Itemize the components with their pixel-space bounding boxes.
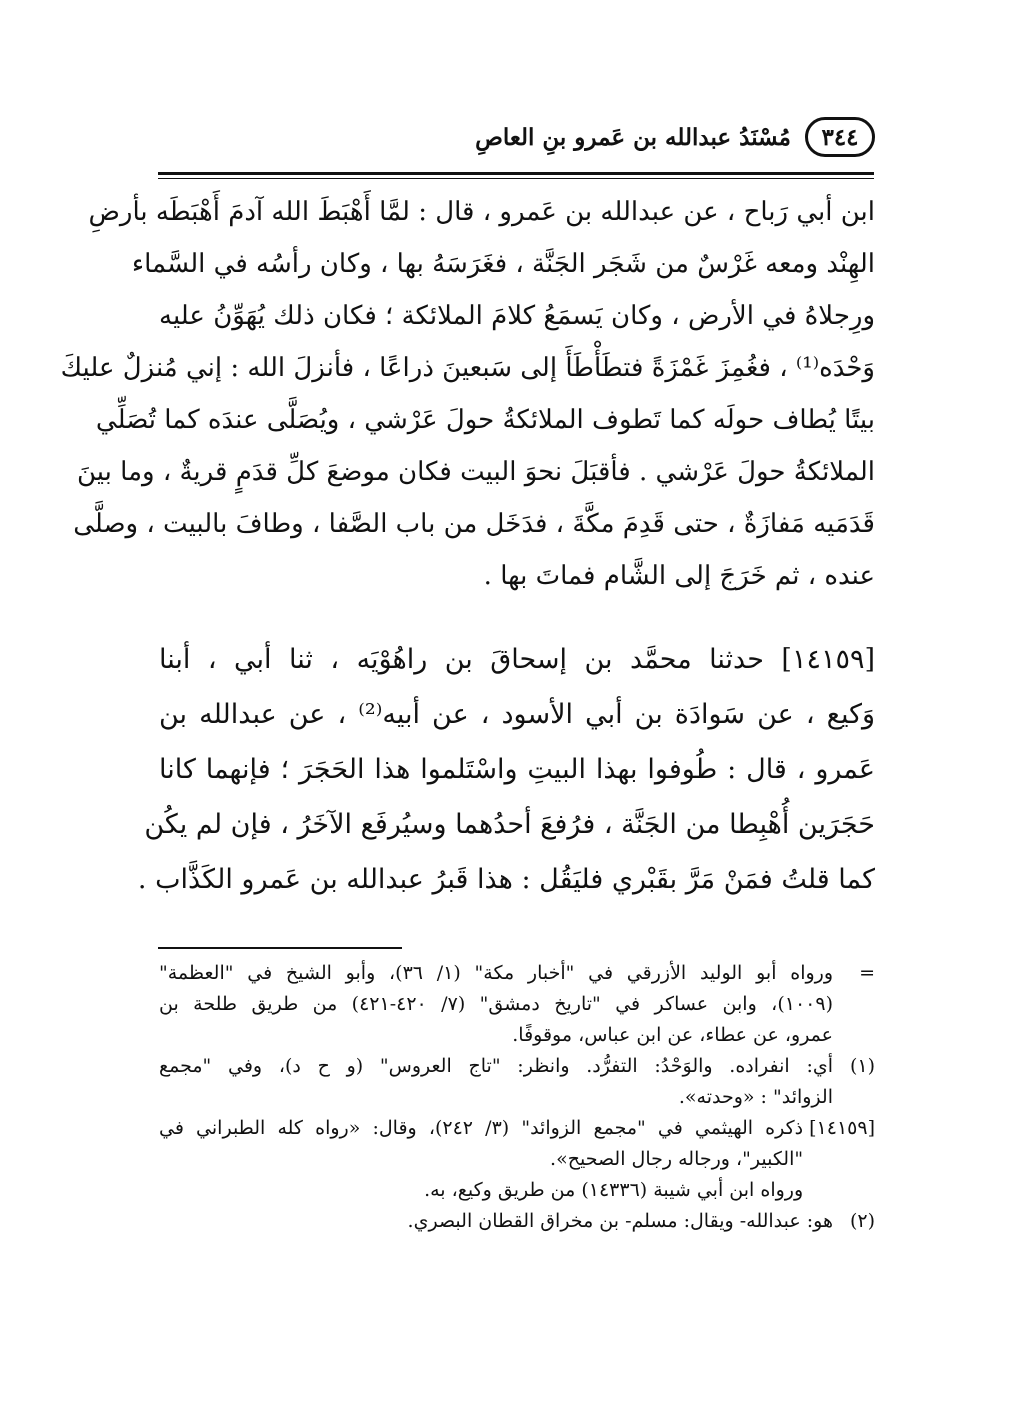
footnotes	[159, 958, 875, 1237]
text-line: وَكيع ، عن سَوادَة بن أبي الأسود ، عن أبيه⁽²⁾ ، عن عبدالله بن	[159, 699, 875, 730]
footnote-line: ورواه أبو الوليد الأزرقي في "أخبار مكة" (١/ ٣٦)، وأبو الشيخ في "العظمة"	[159, 962, 833, 984]
header-double-rule	[158, 172, 874, 179]
footnote-14159	[159, 1113, 875, 1206]
footnote-line: أي: انفراده. والوَحْدُ: التفرُّد. وانظر: "تاج العروس" (و ح د)، وفي "مجمع	[159, 1055, 833, 1077]
footnote-line: (١٠٠٩)، وابن عساكر في "تاريخ دمشق" (٧/ ٤٢٠-٤٢١) من طريق طلحة بن	[159, 993, 833, 1015]
text-line: [١٤١٥٩] حدثنا محمَّد بن إسحاقَ بن راهُوْيَه ، ثنا أبي ، أبنا	[159, 644, 875, 675]
footnote-line: ذكره الهيثمي في "مجمع الزوائد" (٣/ ٢٤٢)، وقال: «رواه كله الطبراني في	[159, 1117, 804, 1139]
text-line: الهِنْد ومعه غَرْسٌ من شَجَر الجَنَّة ، فغَرَسَهُ بها ، وكان رأسُه في السَّماء	[131, 249, 875, 279]
page-header	[159, 110, 875, 164]
text-line: حَجَرَين أُهْبِطا من الجَنَّة ، فرُفعَ أحدُهما وسيُرفَع الآخَرُ ، فإن لم يكُن	[144, 809, 875, 840]
footnote-line: ورواه ابن أبي شيبة (١٤٣٣٦) من طريق وكيع، به.	[424, 1179, 804, 1201]
footnote-2	[159, 1206, 875, 1237]
text-line: الملائكةُ حولَ عَرْشي . فأقبَلَ نحوَ البيت فكان موضعَ كلِّ قدَمٍ قريةٌ ، وما بينَ	[77, 457, 875, 487]
footnote-mark: (١)	[849, 1055, 875, 1077]
footnote-mark: =	[859, 962, 875, 984]
running-title: مُسْنَدُ عبدالله بن عَمرو بنِ العاصِ	[475, 123, 791, 151]
text-line: ورِجلاهُ في الأرض ، وكان يَسمَعُ كلامَ الملائكة ؛ فكان ذلك يُهَوِّنُ عليه	[159, 301, 875, 331]
footnote-separator	[158, 947, 402, 949]
footnote-mark: [١٤١٥٩]	[809, 1117, 875, 1139]
page-number: ٣٤٤	[805, 117, 875, 157]
paragraph-1	[60, 186, 875, 602]
footnote-mark: (٢)	[849, 1210, 875, 1232]
text-line: عنده ، ثم خَرَجَ إلى الشَّام فماتَ بها .	[483, 561, 875, 591]
footnote-line: الزوائد" : «وحدته».	[678, 1086, 833, 1108]
footnote-continuation	[159, 958, 875, 1051]
text-line: كما قلتُ فمَنْ مَرَّ بقَبْري فليَقُل : هذا قَبرُ عبدالله بن عَمرو الكَذَّاب .	[137, 864, 875, 895]
footnote-line: عمرو، عن عطاء، عن ابن عباس، موقوفًا.	[512, 1024, 833, 1046]
text-line: قَدَمَيه مَفازَةٌ ، حتى قَدِمَ مكَّةَ ، فدَخَل من باب الصَّفا ، وطافَ بالبيت ، وصلَّى	[73, 509, 875, 539]
footnote-line: "الكبير"، ورجاله رجال الصحيح».	[550, 1148, 804, 1170]
text-line: ابن أبي رَباح ، عن عبدالله بن عَمرو ، قال : لمَّا أَهْبَطَ الله آدمَ أَهْبَطَه بأرضِ	[88, 197, 875, 227]
text-line: عَمرو ، قال : طُوفوا بهذا البيتِ واسْتَلموا هذا الحَجَرَ ؛ فإنهما كانا	[159, 754, 875, 785]
footnote-line: هو: عبدالله- ويقال: مسلم- بن مخراق القطان البصري.	[407, 1210, 833, 1232]
footnote-1	[159, 1051, 875, 1113]
paragraph-2-hadith-14159	[137, 632, 875, 907]
text-line: بيتًا يُطاف حولَه كما تَطوف الملائكةُ حولَ عَرْشي ، ويُصَلَّى عندَه كما تُصَلِّي	[95, 405, 875, 435]
text-line: وَحْدَه⁽¹⁾ ، فغُمِزَ غَمْزَةً فتطَأْطَأَ إلى سَبعينَ ذراعًا ، فأنزلَ الله : إني مُنزلٌ عليكَ	[60, 353, 875, 383]
